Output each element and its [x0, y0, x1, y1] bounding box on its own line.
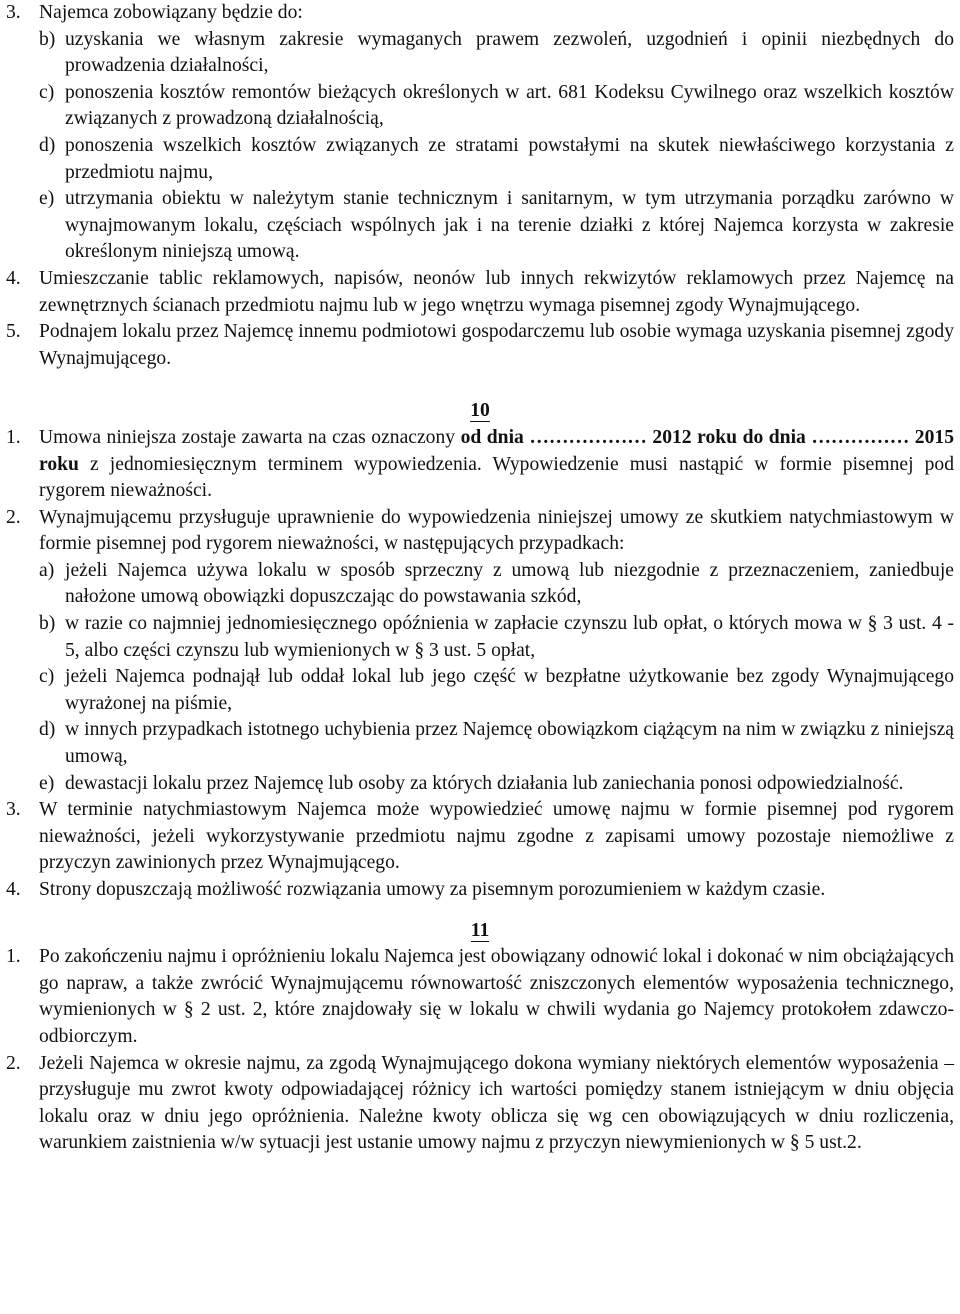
- paragraph-number: 2.: [6, 1052, 21, 1074]
- list-item: b) uzyskania we własnym zakresie wymaganych prawem zezwoleń, uzgodnień i opinii niezbędnych do prowadzenia działalności,: [39, 28, 954, 77]
- paragraph-intro: Najemca zobowiązany będzie do:: [39, 2, 303, 23]
- list-item: e) utrzymania obiektu w należytym stanie technicznym i sanitarnym, w tym utrzymania porządku zarówno w wynajmowanym lokalu, częściach wspólnych jak i na terenie działki z której Najemca korzysta w zakresie określonym niniejszą umową.: [39, 188, 954, 263]
- paragraph-number: 2.: [6, 506, 21, 528]
- section-10-paragraph-1: [6, 425, 954, 505]
- paragraph-number: 4.: [6, 879, 21, 900]
- paragraph-text: Umowa niniejsza zostaje zawarta na czas oznaczony od dnia ……………… 2012 roku do dnia …………… 2015 roku z jednomiesięcznym terminem wypowiedzenia. Wypowiedzenie musi nastąpić w formie pisemnej pod rygorem nieważności.: [39, 426, 954, 502]
- paragraph-number: 3.: [6, 2, 21, 23]
- paragraph-5: [6, 319, 954, 372]
- section-10-paragraph-2: [6, 505, 954, 798]
- section-11-paragraph-1: [6, 944, 954, 1050]
- paragraph-number: 1.: [6, 946, 21, 968]
- section-heading-10: 10: [470, 400, 490, 422]
- list-item: c) ponoszenia kosztów remontów bieżących określonych w art. 681 Kodeksu Cywilnego oraz wszelkich kosztów związanych z prowadzoną działalnością,: [39, 81, 954, 130]
- paragraph-text: Jeżeli Najemca w okresie najmu, za zgodą Wynajmującego dokona wymiany niektórych elementów wyposażenia – przysługuje mu zwrot kwoty odpowiadającej różnicy ich wartości pomiędzy stanem istniejącym w dniu objęcia lokalu oraz w dniu jego opróżnienia. Należne kwoty oblicza się wg cen obowiązujących w dniu rozliczenia, warunkiem zaistnienia w/w sytuacji jest ustanie umowy najmu z przyczyn niewymienionych w § 5 ust.2.: [39, 1052, 954, 1154]
- list-item: e) dewastacji lokalu przez Najemcę lub osoby za których działania lub zaniechania ponosi odpowiedzialność.: [39, 772, 904, 794]
- paragraph-text: Umieszczanie tablic reklamowych, napisów, neonów lub innych rekwizytów reklamowych przez Najemcę na zewnętrznych ścianach przedmiotu najmu lub w jego wnętrzu wymaga pisemnej zgody Wynajmującego.: [39, 267, 954, 316]
- list-item: d) w innych przypadkach istotnego uchybienia przez Najemcę obowiązkom ciążącym na nim w związku z niniejszą umową,: [39, 719, 954, 768]
- list-item: b) w razie co najmniej jednomiesięcznego opóźnienia w zapłacie czynszu lub opłat, o których mowa w § 3 ust. 4 - 5, albo części czynszu lub wymienionych w § 3 ust. 5 opłat,: [39, 613, 954, 661]
- term-dates: od dnia ……………… 2012 roku do dnia …………… 2015 roku: [39, 426, 954, 475]
- paragraph-text: W terminie natychmiastowym Najemca może wypowiedzieć umowę najmu w formie pisemnej pod rygorem nieważności, jeżeli wykorzystywanie przedmiotu najmu zgodne z zapisami umowy pozostaje niemożliwe z przyczyn zawinionych przez Wynajmującego.: [39, 799, 954, 874]
- section-heading-11: 11: [470, 919, 490, 941]
- paragraph-text: Po zakończeniu najmu i opróżnieniu lokalu Najemca jest obowiązany odnowić lokal i dokonać w nim obciążających go napraw, a także zwrócić Wynajmującemu równowartość zniszczonych elementów wyposażenia technicznego, wymienionych w § 2 ust. 2, które znajdowały się w lokalu w chwili wydania go Najemcy protokołem zdawczo-odbiorczym.: [39, 946, 954, 1047]
- paragraph-text: Strony dopuszczają możliwość rozwiązania umowy za pisemnym porozumieniem w każdym czasie.: [39, 879, 826, 900]
- paragraph-4: [6, 266, 954, 319]
- section-11-paragraph-2: [6, 1051, 954, 1157]
- paragraph-number: 5.: [6, 321, 21, 343]
- section-10-paragraph-4: [6, 877, 954, 904]
- list-item: a) jeżeli Najemca używa lokalu w sposób sprzeczny z umową lub niezgodnie z przeznaczeniem, zaniedbuje nałożone umową obowiązki dopuszczając do powstawania szkód,: [39, 559, 954, 608]
- paragraph-number: 3.: [6, 799, 21, 821]
- list-item: d) ponoszenia wszelkich kosztów związanych ze stratami powstałymi na skutek niewłaściwego korzystania z przedmiotu najmu,: [39, 134, 954, 183]
- section-10-paragraph-3: [6, 797, 954, 877]
- list-item: c) jeżeli Najemca podnajął lub oddał lokal lub jego część w bezpłatne użytkowanie bez zgody Wynajmującego wyrażonej na piśmie,: [39, 666, 954, 714]
- paragraph-intro: Wynajmującemu przysługuje uprawnienie do wypowiedzenia niniejszej umowy ze skutkiem natychmiastowym w formie pisemnej pod rygorem nieważności, w następujących przypadkach:: [39, 506, 954, 555]
- paragraph-number: 4.: [6, 267, 21, 289]
- paragraph-3: [6, 0, 954, 266]
- paragraph-number: 1.: [6, 426, 21, 448]
- paragraph-text: Podnajem lokalu przez Najemcę innemu podmiotowi gospodarczemu lub osobie wymaga uzyskania pisemnej zgody Wynajmującego.: [39, 321, 954, 369]
